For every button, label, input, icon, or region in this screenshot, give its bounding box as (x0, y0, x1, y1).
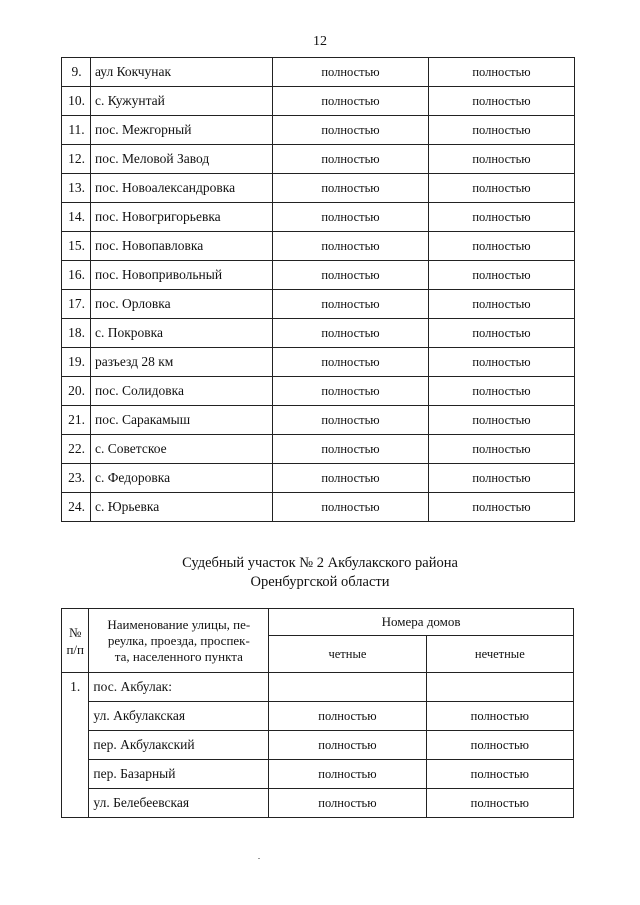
odd-houses: полностью (429, 406, 575, 435)
odd-houses: полностью (426, 702, 573, 731)
street-name: пер. Базарный (89, 760, 269, 789)
even-houses: полностью (273, 406, 429, 435)
row-number: 10. (62, 87, 91, 116)
header-name-line-1: Наименование улицы, пе- (107, 616, 251, 632)
street-name: ул. Акбулакская (89, 702, 269, 731)
settlement-name: разъезд 28 км (91, 348, 273, 377)
even-houses: полностью (273, 203, 429, 232)
header-number (62, 609, 89, 673)
settlement-number: 1. (62, 673, 89, 818)
even-houses: полностью (273, 174, 429, 203)
table-row (62, 232, 575, 261)
settlement-row (62, 673, 574, 702)
odd-houses: полностью (429, 493, 575, 522)
row-number: 13. (62, 174, 91, 203)
row-number: 20. (62, 377, 91, 406)
row-number: 14. (62, 203, 91, 232)
odd-houses: полностью (426, 789, 573, 818)
even-houses: полностью (273, 87, 429, 116)
odd-houses: полностью (426, 760, 573, 789)
odd-houses: полностью (429, 174, 575, 203)
settlement-name: пос. Меловой Завод (91, 145, 273, 174)
even-houses: полностью (273, 319, 429, 348)
table-row (62, 116, 575, 145)
row-number: 12. (62, 145, 91, 174)
even-houses: полностью (273, 348, 429, 377)
table-row (62, 789, 574, 818)
settlement-odd-cell (426, 673, 573, 702)
table-row (62, 58, 575, 87)
row-number: 22. (62, 435, 91, 464)
settlement-name: пос. Орловка (91, 290, 273, 319)
section-title-line-2: Оренбургской области (250, 574, 390, 590)
table-row (62, 145, 575, 174)
header-name-line-2: реулка, проезда, проспек- (107, 632, 250, 648)
even-houses: полностью (269, 789, 426, 818)
even-houses: полностью (273, 58, 429, 87)
even-houses: полностью (273, 377, 429, 406)
row-number: 24. (62, 493, 91, 522)
even-houses: полностью (269, 702, 426, 731)
even-houses: полностью (273, 232, 429, 261)
table-row (62, 702, 574, 731)
scan-speck (258, 858, 260, 859)
settlement-name: аул Кокчунак (91, 58, 273, 87)
row-number: 9. (62, 58, 91, 87)
odd-houses: полностью (429, 348, 575, 377)
table-row (62, 464, 575, 493)
row-number: 23. (62, 464, 91, 493)
settlement-name: пос. Солидовка (91, 377, 273, 406)
settlement-name: пос. Новопавловка (91, 232, 273, 261)
settlement-even-cell (269, 673, 426, 702)
even-houses: полностью (273, 116, 429, 145)
table-row (62, 87, 575, 116)
even-houses: полностью (273, 290, 429, 319)
settlement-name: с. Советское (91, 435, 273, 464)
street-name: пер. Акбулакский (89, 731, 269, 760)
odd-houses: полностью (429, 87, 575, 116)
settlement-name: с. Покровка (91, 319, 273, 348)
header-house-numbers: Номера домов (269, 609, 574, 636)
table-row (62, 203, 575, 232)
table-row (62, 319, 575, 348)
odd-houses: полностью (429, 261, 575, 290)
row-number: 18. (62, 319, 91, 348)
section-title-line-1: Судебный участок № 2 Акбулакского района (182, 555, 458, 571)
table-row (62, 174, 575, 203)
odd-houses: полностью (429, 464, 575, 493)
table-row (62, 760, 574, 789)
even-houses: полностью (273, 493, 429, 522)
settlement-name: с. Федоровка (91, 464, 273, 493)
odd-houses: полностью (429, 116, 575, 145)
row-number: 16. (62, 261, 91, 290)
even-houses: полностью (269, 760, 426, 789)
odd-houses: полностью (429, 290, 575, 319)
row-number: 11. (62, 116, 91, 145)
settlement-name: пос. Новогригорьевка (91, 203, 273, 232)
settlement-name: пос. Саракамыш (91, 406, 273, 435)
table-row (62, 406, 575, 435)
settlement-name: с. Кужунтай (91, 87, 273, 116)
header-even: четные (269, 636, 426, 673)
settlement-name: пос. Новоалександровка (91, 174, 273, 203)
header-number-line-1: № (69, 624, 82, 640)
settlement-name: пос. Новопривольный (91, 261, 273, 290)
row-number: 17. (62, 290, 91, 319)
odd-houses: полностью (429, 58, 575, 87)
table-row (62, 731, 574, 760)
table-row (62, 261, 575, 290)
odd-houses: полностью (426, 731, 573, 760)
odd-houses: полностью (429, 319, 575, 348)
odd-houses: полностью (429, 377, 575, 406)
odd-houses: полностью (429, 145, 575, 174)
settlement-name: пос. Акбулак: (89, 673, 269, 702)
street-name: ул. Белебеевская (89, 789, 269, 818)
table-row (62, 493, 575, 522)
settlement-name: с. Юрьевка (91, 493, 273, 522)
row-number: 15. (62, 232, 91, 261)
header-odd: нечетные (426, 636, 573, 673)
table-row (62, 348, 575, 377)
even-houses: полностью (273, 261, 429, 290)
table-row (62, 290, 575, 319)
even-houses: полностью (273, 145, 429, 174)
settlement-name: пос. Межгорный (91, 116, 273, 145)
even-houses: полностью (273, 435, 429, 464)
even-houses: полностью (269, 731, 426, 760)
settlements-table-continued (61, 57, 575, 522)
table-row (62, 435, 575, 464)
row-number: 21. (62, 406, 91, 435)
table-row (62, 377, 575, 406)
header-name-line-3: та, населенного пункта (114, 648, 243, 664)
streets-table (61, 608, 574, 818)
odd-houses: полностью (429, 203, 575, 232)
odd-houses: полностью (429, 435, 575, 464)
even-houses: полностью (273, 464, 429, 493)
section-title (0, 554, 640, 592)
odd-houses: полностью (429, 232, 575, 261)
header-number-line-2: п/п (66, 641, 84, 657)
header-name (89, 609, 269, 673)
row-number: 19. (62, 348, 91, 377)
page-number: 12 (313, 34, 327, 49)
